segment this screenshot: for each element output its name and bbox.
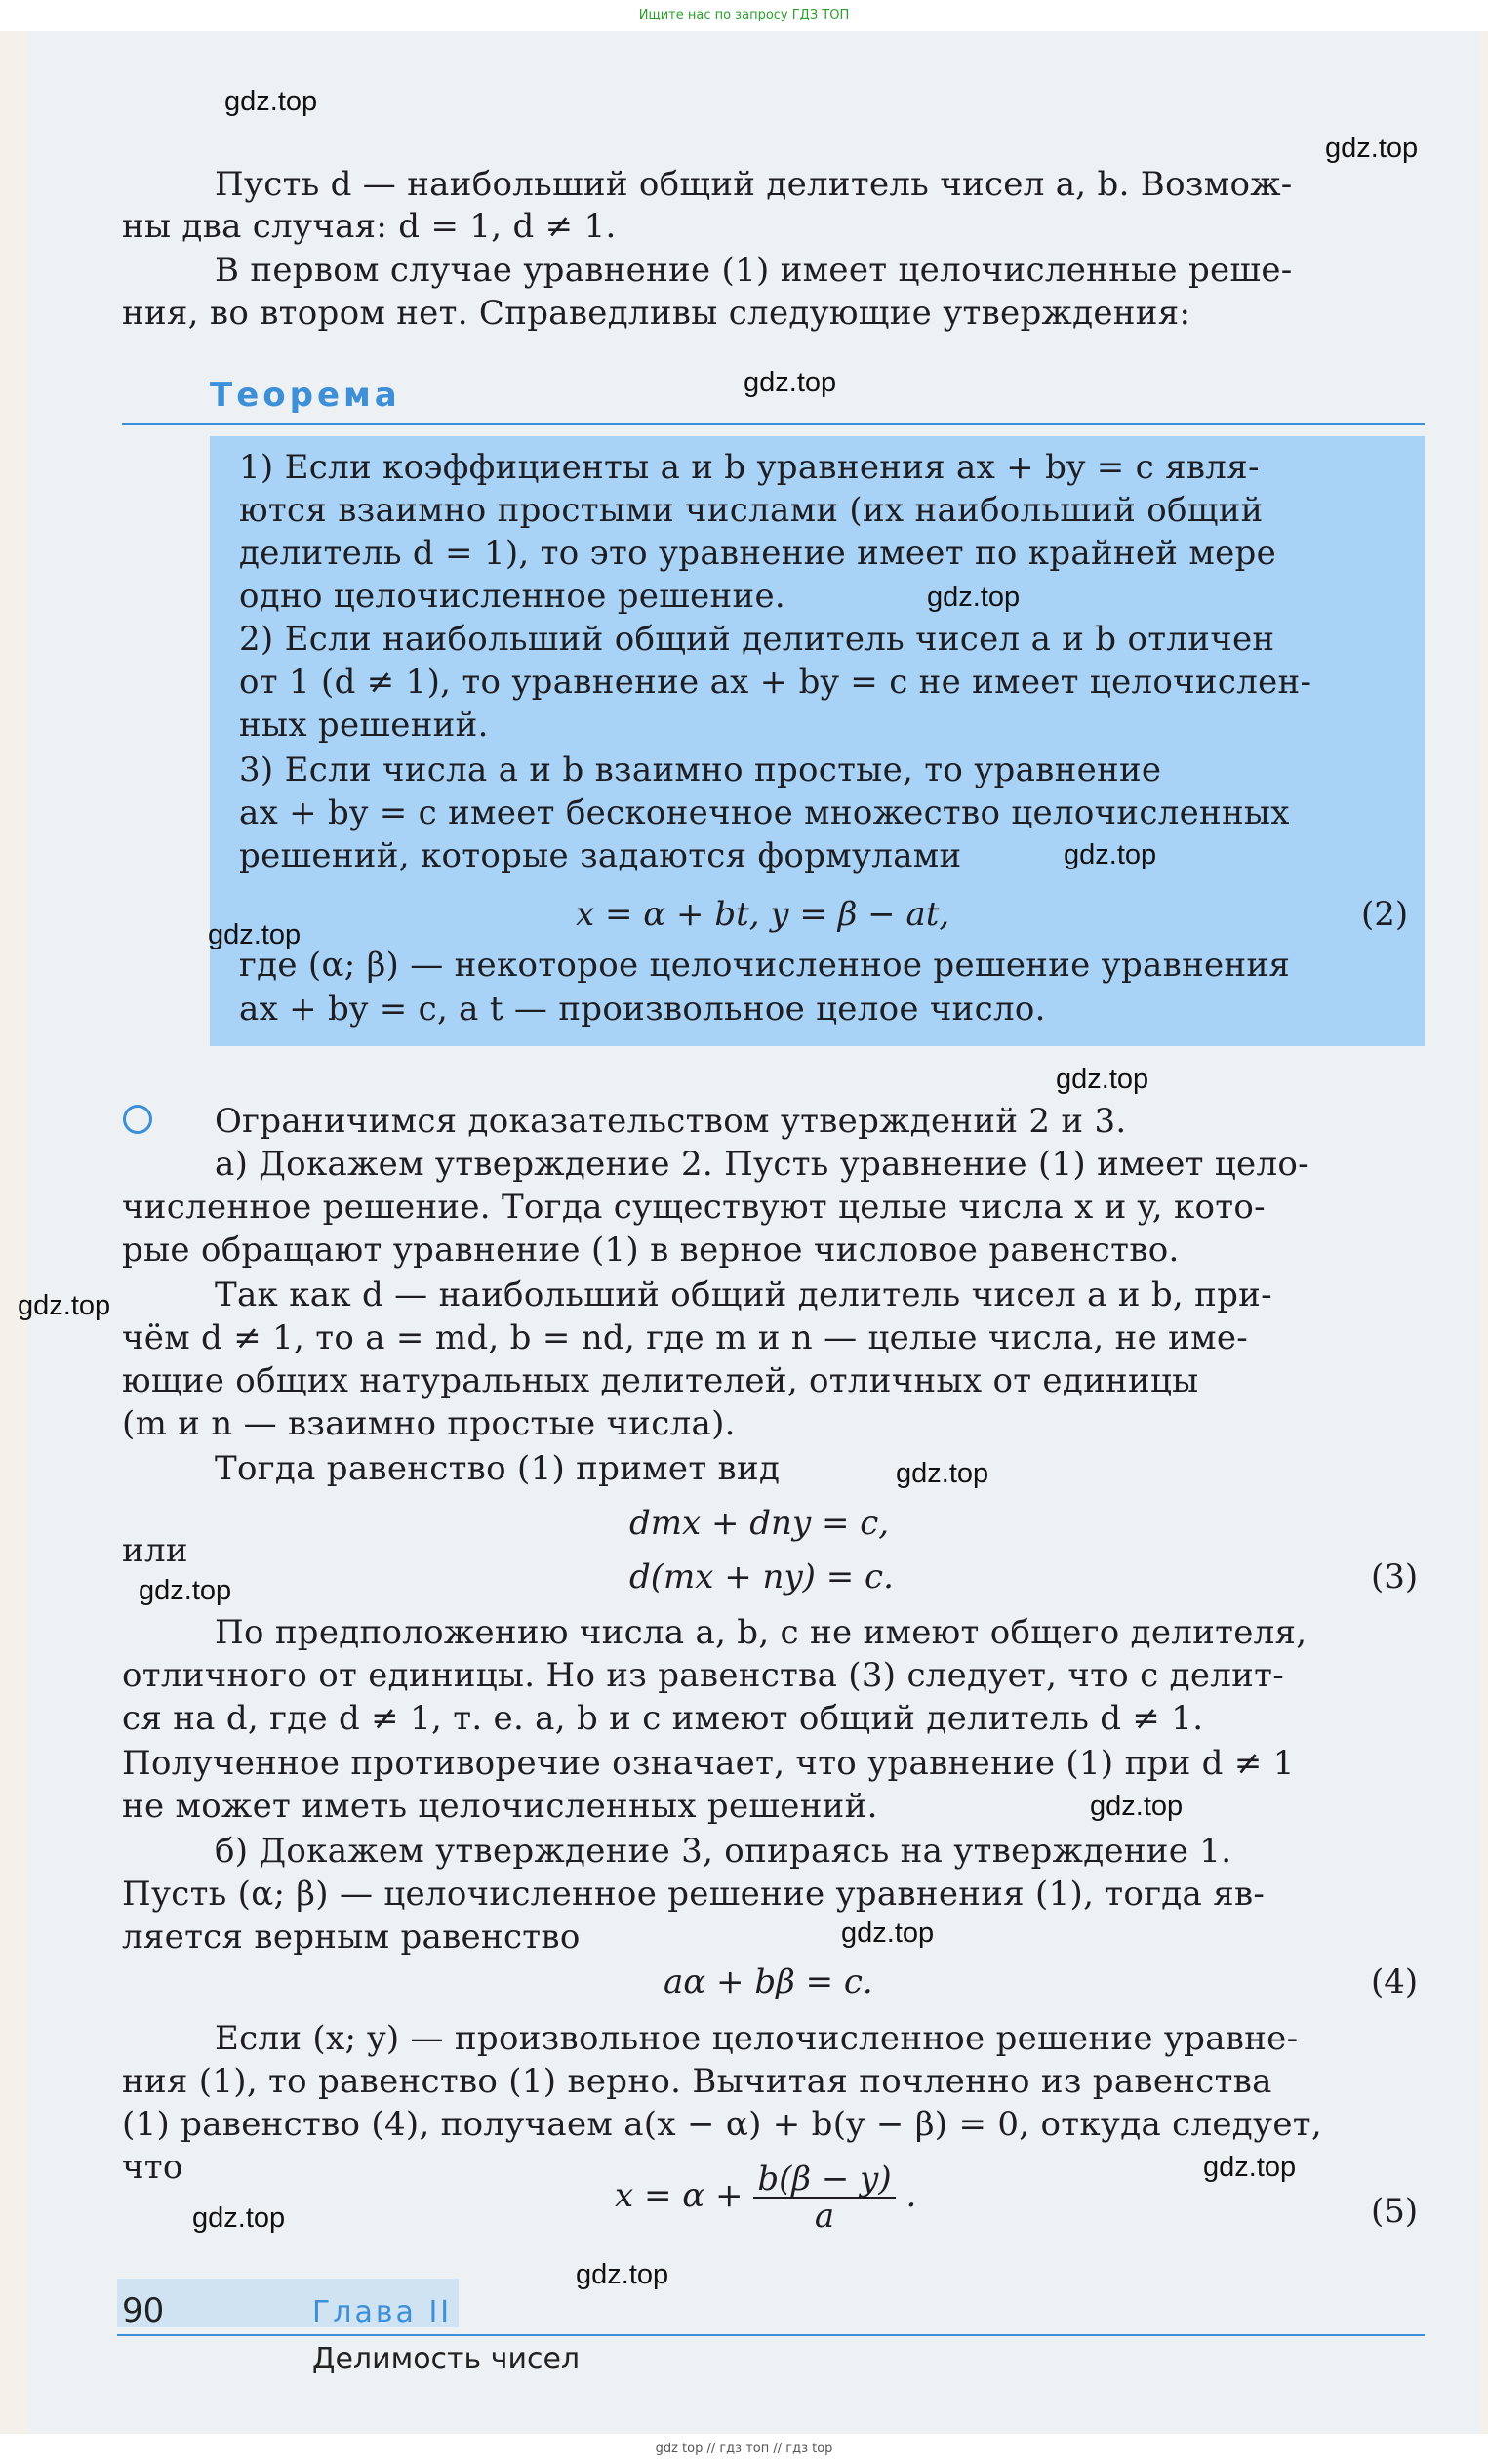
equation: d(mx + ny) = c. bbox=[629, 1557, 894, 1596]
watermark: gdz.top bbox=[1064, 839, 1157, 870]
fraction bbox=[753, 2161, 895, 2234]
watermark: gdz.top bbox=[744, 367, 837, 398]
chapter-label: Глава II bbox=[312, 2295, 453, 2329]
watermark: gdz.top bbox=[1203, 2152, 1297, 2183]
watermark: gdz.top bbox=[927, 582, 1021, 613]
proof-line: или bbox=[122, 1531, 188, 1570]
bottom-banner: gdz top // гдз топ // гдз top bbox=[0, 2434, 1488, 2464]
proof-line: не может иметь целочисленных решений. bbox=[122, 1787, 878, 1826]
page-number: 90 bbox=[122, 2291, 165, 2330]
watermark: gdz.top bbox=[18, 1290, 111, 1321]
intro-line: ния, во втором нет. Справедливы следующие утверждения: bbox=[122, 294, 1191, 333]
proof-line: а) Докажем утверждение 2. Пусть уравнение (1) имеет цело- bbox=[215, 1145, 1309, 1184]
theorem-line: 2) Если наибольший общий делитель чисел a и b отличен bbox=[239, 620, 1275, 659]
proof-line: отличного от единицы. Но из равенства (3) следует, что c делит- bbox=[122, 1656, 1285, 1695]
equation-number: (3) bbox=[1371, 1557, 1419, 1596]
equation-left: x = α + bbox=[615, 2176, 744, 2215]
proof-line: Так как d — наибольший общий делитель чисел a и b, при- bbox=[215, 1275, 1272, 1314]
fraction-numerator: b(β − y) bbox=[753, 2161, 895, 2199]
theorem-line: решений, которые задаются формулами bbox=[239, 836, 962, 875]
watermark: gdz.top bbox=[208, 919, 302, 950]
proof-line: Полученное противоречие означает, что уравнение (1) при d ≠ 1 bbox=[122, 1744, 1295, 1783]
proof-line: что bbox=[122, 2148, 183, 2187]
intro-line: Пусть d — наибольший общий делитель чисел a, b. Возмож- bbox=[215, 165, 1293, 204]
proof-marker-icon bbox=[123, 1105, 152, 1134]
equation-number: (4) bbox=[1371, 1962, 1419, 2001]
watermark: gdz.top bbox=[896, 1458, 989, 1489]
proof-line: рые обращают уравнение (1) в верное числовое равенство. bbox=[122, 1231, 1180, 1270]
theorem-divider bbox=[122, 423, 1425, 425]
proof-line: Если (x; y) — произвольное целочисленное решение уравне- bbox=[215, 2019, 1299, 2058]
equation-number: (5) bbox=[1371, 2192, 1419, 2231]
equation-period: . bbox=[905, 2176, 917, 2215]
proof-line: Тогда равенство (1) примет вид bbox=[215, 1449, 781, 1488]
theorem-line: 1) Если коэффициенты a и b уравнения ax + by = c явля- bbox=[239, 448, 1260, 487]
theorem-heading: Теорема bbox=[210, 376, 401, 415]
watermark: gdz.top bbox=[1090, 1791, 1184, 1822]
proof-line: Пусть (α; β) — целочисленное решение уравнения (1), тогда яв- bbox=[122, 1875, 1266, 1914]
equation: aα + bβ = c. bbox=[664, 1962, 873, 2001]
fraction-equation bbox=[615, 2161, 916, 2234]
theorem-line: ax + by = c имеет бесконечное множество целочисленных bbox=[239, 793, 1290, 832]
theorem-line: ных решений. bbox=[239, 706, 489, 745]
proof-line: ляется верным равенство bbox=[122, 1918, 581, 1957]
intro-line: ны два случая: d = 1, d ≠ 1. bbox=[122, 207, 617, 246]
proof-line: ющие общих натуральных делителей, отличных от единицы bbox=[122, 1361, 1199, 1400]
proof-line: б) Докажем утверждение 3, опираясь на утверждение 1. bbox=[215, 1832, 1232, 1871]
proof-line: ния (1), то равенство (1) верно. Вычитая почленно из равенства bbox=[122, 2062, 1272, 2101]
theorem-line: от 1 (d ≠ 1), то уравнение ax + by = c не имеет целочислен- bbox=[239, 663, 1312, 702]
proof-line: По предположению числа a, b, c не имеют общего делителя, bbox=[215, 1613, 1307, 1652]
watermark: gdz.top bbox=[139, 1575, 232, 1606]
theorem-line: одно целочисленное решение. bbox=[239, 577, 785, 616]
top-banner: Ищите нас по запросу ГДЗ ТОП bbox=[0, 0, 1488, 31]
watermark: gdz.top bbox=[841, 1918, 935, 1949]
theorem-line: где (α; β) — некоторое целочисленное решение уравнения bbox=[239, 946, 1291, 985]
proof-line: (m и n — взаимно простые числа). bbox=[122, 1404, 736, 1443]
watermark: gdz.top bbox=[192, 2202, 286, 2234]
theorem-line: ются взаимно простыми числами (их наибольший общий bbox=[239, 491, 1264, 530]
watermark: gdz.top bbox=[1325, 133, 1419, 164]
proof-line: (1) равенство (4), получаем a(x − α) + b(y − β) = 0, откуда следует, bbox=[122, 2105, 1322, 2144]
chapter-subtitle: Делимость чисел bbox=[312, 2342, 581, 2376]
watermark: gdz.top bbox=[1056, 1064, 1149, 1095]
intro-line: В первом случае уравнение (1) имеет целочисленные реше- bbox=[215, 251, 1293, 290]
theorem-line: ax + by = c, а t — произвольное целое число. bbox=[239, 990, 1046, 1029]
proof-line: чём d ≠ 1, то a = md, b = nd, где m и n — целые числа, не име- bbox=[122, 1318, 1249, 1357]
watermark: gdz.top bbox=[576, 2259, 669, 2290]
theorem-line: 3) Если числа a и b взаимно простые, то уравнение bbox=[239, 750, 1162, 789]
proof-line: Ограничимся доказательством утверждений 2 и 3. bbox=[215, 1102, 1127, 1141]
footer-divider bbox=[117, 2334, 1425, 2336]
theorem-line: делитель d = 1), то это уравнение имеет по крайней мере bbox=[239, 534, 1277, 573]
equation-number: (2) bbox=[1361, 895, 1409, 934]
theorem-formula: x = α + bt, y = β − at, bbox=[576, 895, 950, 934]
proof-line: ся на d, где d ≠ 1, т. е. a, b и c имеют общий делитель d ≠ 1. bbox=[122, 1699, 1204, 1738]
watermark: gdz.top bbox=[224, 86, 318, 117]
fraction-denominator: a bbox=[814, 2197, 835, 2236]
proof-line: численное решение. Тогда существуют целые числа x и y, кото- bbox=[122, 1188, 1266, 1227]
equation: dmx + dny = c, bbox=[629, 1504, 890, 1543]
